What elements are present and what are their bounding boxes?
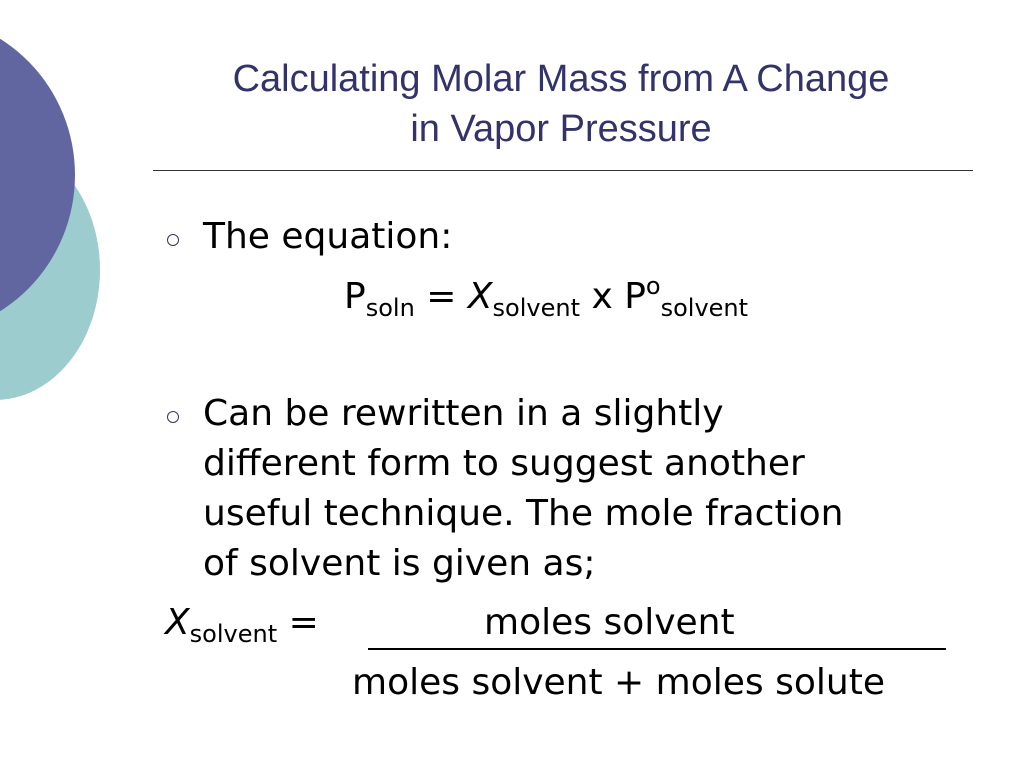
vapor-pressure-equation — [344, 272, 748, 322]
bullet-2-line-1: Can be rewritten in a slightly — [203, 393, 724, 434]
bullet-2-line-3: useful technique. The mole fraction — [203, 493, 844, 534]
slide-title — [150, 54, 972, 154]
title-line-2: in Vapor Pressure — [410, 108, 712, 150]
bullet-circle-icon — [167, 234, 179, 246]
eq-p: P — [344, 276, 366, 317]
eq-p-subscript: soln — [365, 294, 415, 322]
title-line-1: Calculating Molar Mass from A Change — [232, 58, 890, 100]
fraction-bar — [368, 648, 946, 650]
fraction-denominator: moles solvent + moles solute — [352, 662, 885, 703]
eq-times-p: x P — [591, 276, 646, 317]
eq-x-subscript: solvent — [492, 294, 580, 322]
fraction-numerator: moles solvent — [484, 602, 735, 643]
fraction-lhs — [165, 598, 319, 648]
bullet-circle-icon — [167, 411, 179, 423]
bullet-2-line-2: different form to suggest another — [203, 443, 805, 484]
frac-x: X — [165, 602, 190, 643]
eq-equals: = — [426, 276, 457, 317]
bullet-1-text: The equation: — [203, 216, 453, 257]
eq-p0-subscript: solvent — [660, 294, 749, 322]
frac-equals: = — [288, 602, 319, 643]
eq-superscript: o — [645, 272, 661, 300]
title-divider — [153, 170, 973, 171]
eq-x: X — [467, 276, 493, 317]
frac-x-subscript: solvent — [189, 620, 278, 648]
bullet-2-line-4: of solvent is given as; — [203, 543, 596, 584]
